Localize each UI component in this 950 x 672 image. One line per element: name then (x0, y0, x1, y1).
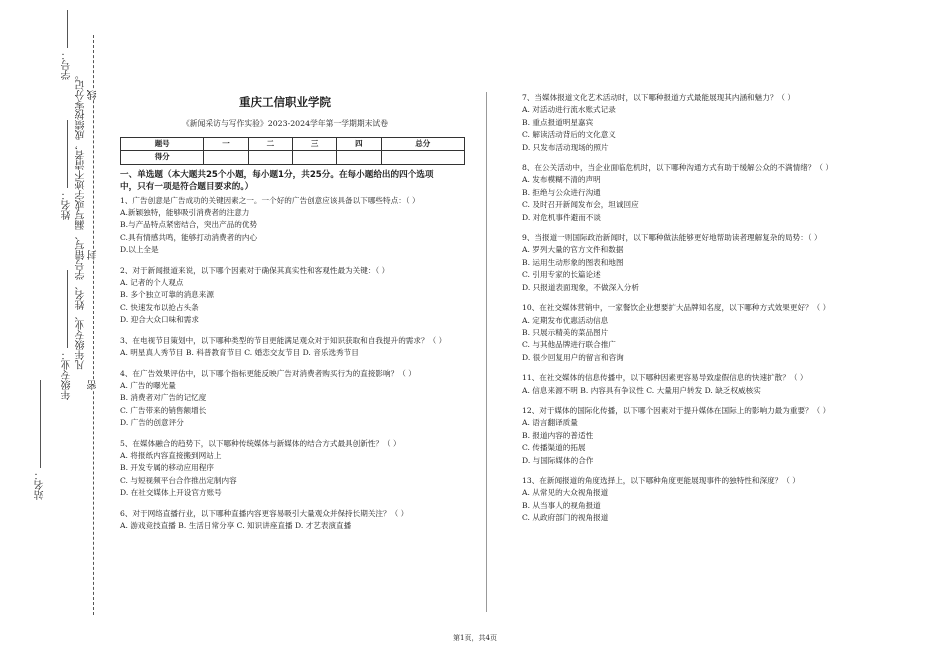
answer-option: D. 对危机事件避而不谈 (522, 212, 601, 222)
answer-option: A. 从常见的大众视角报道 (522, 488, 609, 498)
score-table-header-row (121, 137, 465, 150)
question-item (522, 162, 862, 224)
question-item (522, 405, 862, 467)
page-footer: 第1页，共4页 (453, 634, 497, 642)
answer-option: D. 只发布活动现场的照片 (522, 142, 609, 152)
answer-option: B. 拒绝与公众进行沟通 (522, 187, 601, 197)
score-cell (292, 151, 336, 164)
answer-option: B.与产品特点紧密结合，突出产品的优势 (120, 220, 258, 230)
score-cell (381, 151, 464, 164)
score-header-cell: 四 (337, 137, 381, 150)
answer-option: A.新颖独特，能够吸引消费者的注意力 (120, 208, 250, 218)
score-table-score-row (121, 151, 465, 164)
question-text: 11、在社交媒体的信息传播中，以下哪种因素更容易导致虚假信息的快速扩散？（ ） (522, 373, 808, 383)
answer-option: B. 多个独立可靠的消息来源 (120, 290, 214, 300)
answer-option: C. 及时召开新闻发布会，坦诚回应 (522, 200, 639, 210)
answer-option: D.以上全是 (120, 245, 159, 255)
question-item (120, 195, 450, 257)
answer-option: D. 广告的创意评分 (120, 418, 184, 428)
answer-option: B. 运用生动形象的图表和地图 (522, 257, 624, 267)
question-text: 12、对于媒体的国际化传播，以下哪个因素对于提升媒体在国际上的影响力最为重要？（ ） (522, 405, 831, 415)
answer-option: A. 语言翻译质量 (522, 418, 578, 428)
answer-option: A. 发布模糊不清的声明 (522, 175, 601, 185)
question-text: 5、在媒体融合的趋势下，以下哪种传统媒体与新媒体的结合方式最具创新性？（ ） (120, 438, 401, 448)
answer-option: C. 解读活动背后的文化意义 (522, 130, 616, 140)
question-item (522, 372, 862, 397)
right-column (522, 90, 862, 525)
question-text: 7、当媒体报道文化艺术活动时，以下哪种报道方式最能展现其内涵和魅力？（ ） (522, 93, 796, 102)
answer-option: D. 只报道表面现象，不做深入分析 (522, 282, 639, 292)
question-text: 4、在广告效果评估中，以下哪个指标更能反映广告对消费者购买行为的直接影响？（ ） (120, 368, 416, 378)
answer-option: A. 广告的曝光量 (120, 380, 176, 390)
score-header-cell: 二 (248, 137, 292, 150)
answer-option: B. 报道内容的普适性 (522, 430, 594, 440)
left-column (120, 90, 450, 532)
score-cell (248, 151, 292, 164)
question-item (120, 368, 450, 430)
fold-mark-line: 线 (88, 90, 99, 100)
left-question-list (120, 195, 450, 533)
answer-option: D. 很少回复用户的留言和咨询 (522, 352, 624, 362)
fold-mark-seal: 封 (88, 250, 99, 260)
question-text: 8、在公关活动中，当企业面临危机时，以下哪种沟通方式有助于缓解公众的不满情绪？（ ） (522, 163, 833, 173)
question-item (120, 508, 450, 533)
question-item (120, 335, 450, 360)
answer-option: D. 与国际媒体的合作 (522, 455, 594, 465)
answer-option: A. 记者的个人观点 (120, 278, 184, 288)
question-item (522, 92, 862, 154)
section-title: 一、单选题（本大题共25个小题，每小题1分，共25分。在每小题给出的四个选项中，只有一项是符合题目要求的。） (120, 169, 434, 192)
answer-option: A. 信息来源不明 B. 内容具有争议性 C. 大量用户转发 D. 缺乏权威核实 (522, 385, 761, 395)
question-text: 9、当报道一则国际政治新闻时，以下哪种做法能够更好地帮助读者理解复杂的局势：（ ） (522, 233, 822, 243)
answer-option: C. 从政府部门的视角报道 (522, 513, 609, 523)
score-row-label: 得分 (121, 151, 204, 164)
question-text: 6、对于网络直播行业，以下哪种直播内容更容易吸引大量观众并保持长期关注？（ ） (120, 508, 409, 518)
answer-option: B. 消费者对广告的记忆度 (120, 393, 207, 403)
grading-warning: 凡年级专业、姓名、学号错写、漏写或字迹不清者，成绩按零分记。 (76, 70, 87, 370)
answer-option: C. 与其他品牌进行联合推广 (522, 340, 616, 350)
question-item (522, 232, 862, 294)
question-item (120, 265, 450, 327)
score-header-cell: 题号 (121, 137, 204, 150)
answer-option: C. 快速发布以抢占头条 (120, 302, 199, 312)
student-no-label: 学号： (62, 50, 73, 80)
answer-option: D. 在社交媒体上开设官方账号 (120, 488, 222, 498)
score-header-cell: 一 (204, 137, 248, 150)
answer-option: B. 从当事人的视角报道 (522, 500, 601, 510)
answer-option: A. 明星真人秀节目 B. 科普教育节目 C. 婚恋交友节目 D. 音乐选秀节目 (120, 348, 359, 358)
question-text: 13、在新闻报道的角度选择上，以下哪种角度更能展现事件的独特性和深度？（ ） (522, 475, 800, 485)
question-text: 1、广告创意是广告成功的关键因素之一。一个好的广告创意应该具备以下哪些特点：（ ） (120, 195, 420, 205)
answer-option: B. 只展示精美的菜品图片 (522, 327, 609, 337)
exam-title: 《新闻采访与写作实验》2023-2024学年第一学期期末试卷 (181, 119, 389, 129)
answer-option: A. 定期发布优惠活动信息 (522, 315, 609, 325)
class-label: 年级专业： (62, 350, 73, 400)
answer-option: C. 传播渠道的拓展 (522, 443, 586, 453)
answer-option: A. 游戏竞技直播 B. 生活日常分享 C. 知识讲座直播 D. 才艺表演直播 (120, 520, 352, 530)
answer-option: C. 广告带来的销售额增长 (120, 405, 207, 415)
binding-margin (0, 0, 110, 672)
answer-option: A. 罗列大量的官方文件和数据 (522, 245, 624, 255)
question-text: 10、在社交媒体营销中，一家餐饮企业想要扩大品牌知名度，以下哪种方式效果更好？（ ） (522, 303, 831, 313)
column-divider (486, 92, 487, 612)
name-label: 姓名： (62, 190, 73, 220)
answer-option: D. 迎合大众口味和需求 (120, 315, 199, 325)
binding-dashed-line (93, 35, 94, 615)
question-item (120, 438, 450, 500)
fold-mark-secret: 密 (88, 380, 99, 390)
answer-option: C. 与短视频平台合作推出定制内容 (120, 475, 237, 485)
answer-option: C. 引用专家的长篇论述 (522, 270, 601, 280)
campus-underline (40, 380, 41, 468)
question-text: 2、对于新闻报道来说，以下哪个因素对于确保其真实性和客观性最为关键：（ ） (120, 265, 390, 275)
score-header-cell: 总分 (381, 137, 464, 150)
name-underline (67, 120, 68, 188)
answer-option: C.具有情感共鸣，能够打动消费者的内心 (120, 232, 258, 242)
question-text: 3、在电视节目策划中，以下哪种类型的节目更能满足观众对于知识获取和自我提升的需求？（ ） (120, 335, 447, 345)
score-table (120, 137, 465, 165)
right-question-list (522, 92, 862, 525)
class-underline (67, 270, 68, 348)
student-no-underline (67, 10, 68, 48)
score-header-cell: 三 (292, 137, 336, 150)
score-cell (337, 151, 381, 164)
score-cell (204, 151, 248, 164)
question-item (522, 475, 862, 525)
answer-option: A. 将报纸内容直接搬到网站上 (120, 450, 222, 460)
campus-label: 站名： (35, 470, 46, 500)
question-item (522, 302, 862, 364)
answer-option: B. 重点报道明星嘉宾 (522, 117, 594, 127)
answer-option: A. 对活动进行流水账式记录 (522, 105, 616, 115)
school-name: 重庆工信职业学院 (239, 95, 331, 109)
answer-option: B. 开发专属的移动应用程序 (120, 463, 214, 473)
